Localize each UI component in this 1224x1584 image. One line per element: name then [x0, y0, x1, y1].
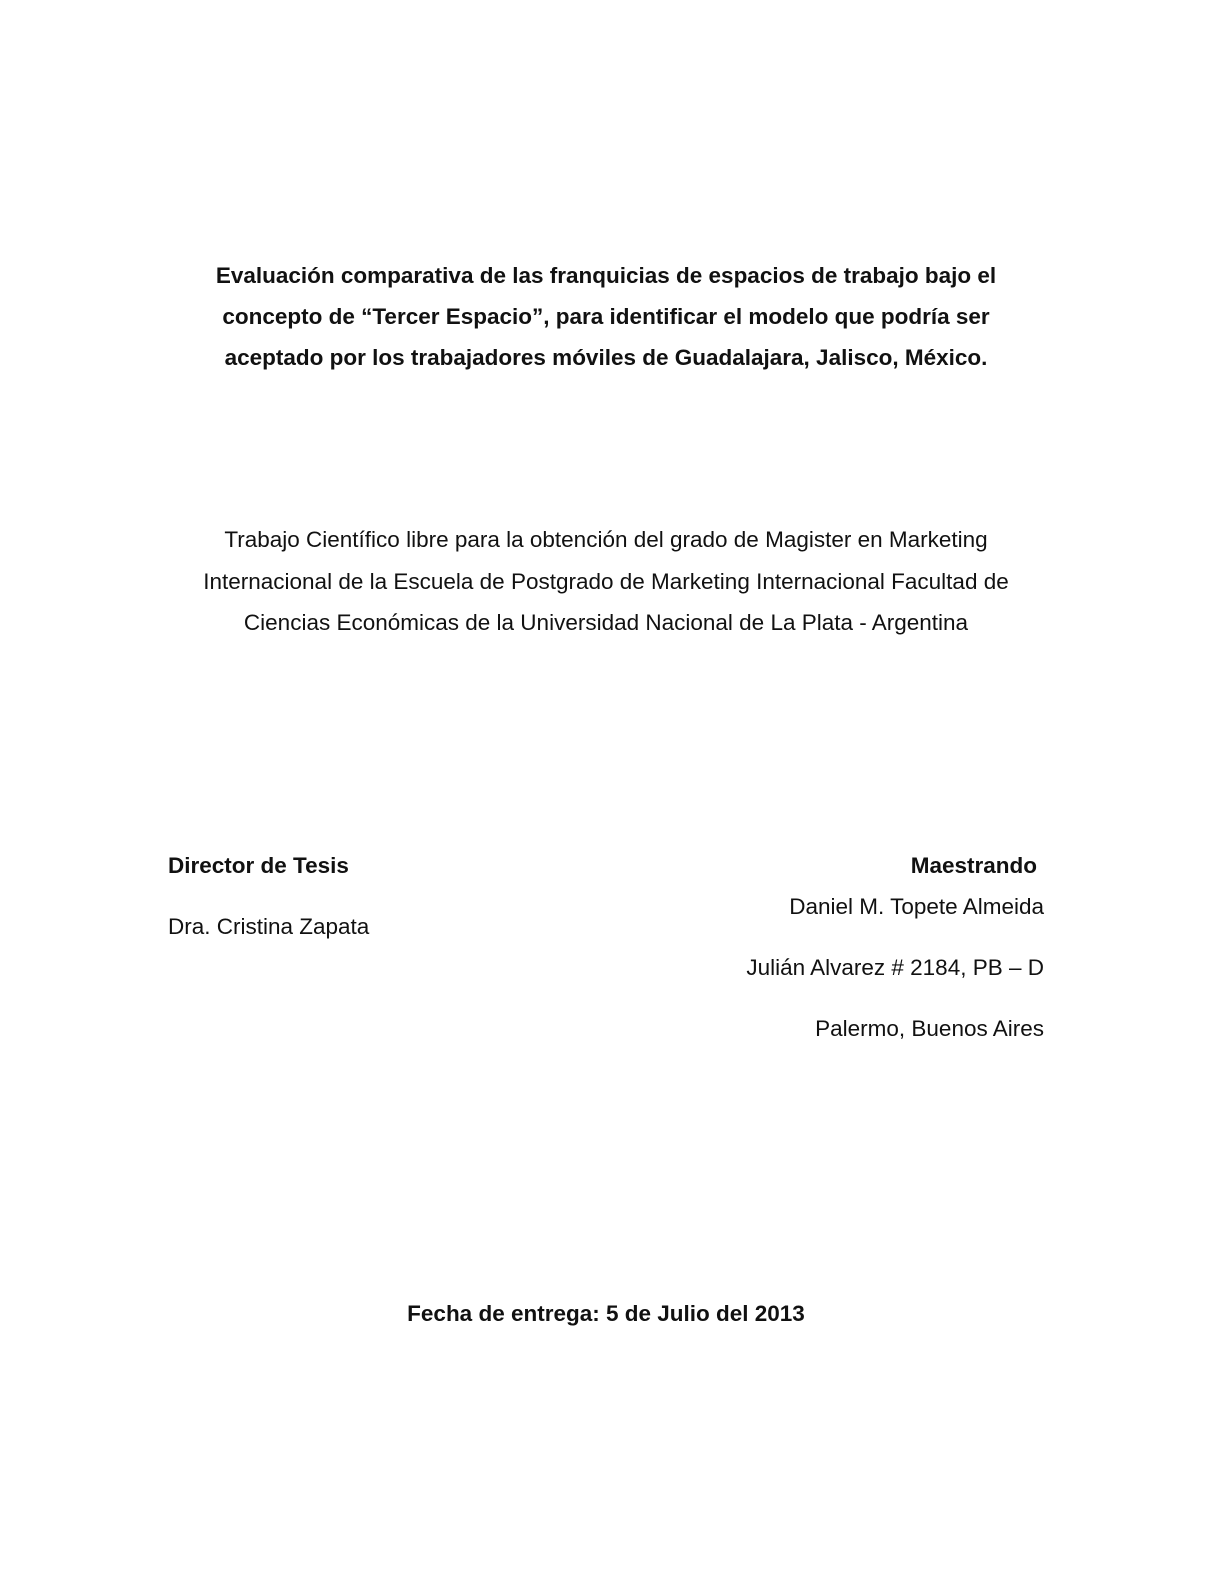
degree-description — [150, 519, 1062, 644]
thesis-title-line-1: Evaluación comparativa de las franquicias de espacios de trabajo bajo el — [215, 263, 997, 288]
director-block — [168, 845, 588, 967]
delivery-date: Fecha de entrega: 5 de Julio del 2013 — [407, 1301, 805, 1326]
degree-description-line-1: Trabajo Científico libre para la obtención del grado de Magister en Marketing — [224, 527, 988, 552]
student-block — [564, 845, 1044, 1069]
student-address: Julián Alvarez # 2184, PB – D — [746, 955, 1044, 980]
student-heading: Maestrando — [910, 853, 1037, 878]
degree-description-line-3: Ciencias Económicas de la Universidad Nacional de La Plata - Argentina — [243, 610, 969, 635]
director-heading: Director de Tesis — [168, 853, 349, 878]
thesis-title-line-2: concepto de “Tercer Espacio”, para identificar el modelo que podría ser — [222, 304, 990, 329]
thesis-title — [150, 255, 1062, 378]
thesis-title-line-3: aceptado por los trabajadores móviles de Guadalajara, Jalisco, México. — [224, 345, 988, 370]
degree-description-line-2: Internacional de la Escuela de Postgrado de Marketing Internacional Facultad de — [203, 568, 1009, 594]
student-name: Daniel M. Topete Almeida — [789, 894, 1044, 919]
student-city: Palermo, Buenos Aires — [815, 1016, 1044, 1041]
director-name: Dra. Cristina Zapata — [168, 914, 370, 939]
